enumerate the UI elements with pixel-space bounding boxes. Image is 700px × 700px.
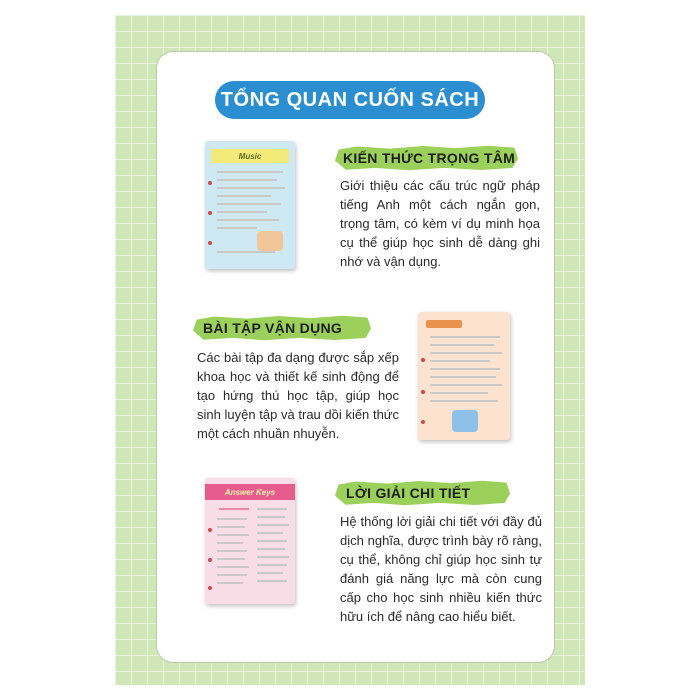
grammar-page-thumbnail [205,141,295,269]
section-text-key-knowledge: Giới thiệu các cấu trúc ngữ pháp tiếng Anh một cách ngắn gọn, trọng tâm, có kèm ví dụ minh họa cụ thể giúp học sinh dễ dàng ghi nhớ và vận dụng. [340,178,540,269]
section-heading-key-knowledge: KIẾN THỨC TRỌNG TÂM [343,150,516,166]
illustration-image [257,231,283,251]
thumbnail-title: Answer Keys [205,484,295,500]
exercise-page-thumbnail [418,312,510,440]
thumbnail-title: Music [211,149,289,163]
section-text-detailed-solutions: Hệ thống lời giải chi tiết với đầy đủ dịch nghĩa, được trình bày rõ ràng, cụ thể, không chỉ giúp học sinh tự đánh giá năng lực mà còn cung cấp cho học sinh nhiều kiến thức hữu ích để nâng cao hiểu biết. [340,514,542,624]
section-text-practice: Các bài tập đa dạng được sắp xếp khoa học và thiết kế sinh động để tạo hứng thú học tập, giúp học sinh luyện tập và trau dồi kiến thức một cách nhuần nhuyễn. [197,350,399,441]
thumbnail-title [426,320,462,328]
section-heading-practice: BÀI TẬP VẬN DỤNG [203,320,343,336]
illustration-image [452,410,478,432]
answer-keys-page-thumbnail [205,478,295,604]
page-title: TỔNG QUAN CUỐN SÁCH [215,81,485,119]
section-heading-detailed-solutions: LỜI GIẢI CHI TIẾT [346,485,471,501]
